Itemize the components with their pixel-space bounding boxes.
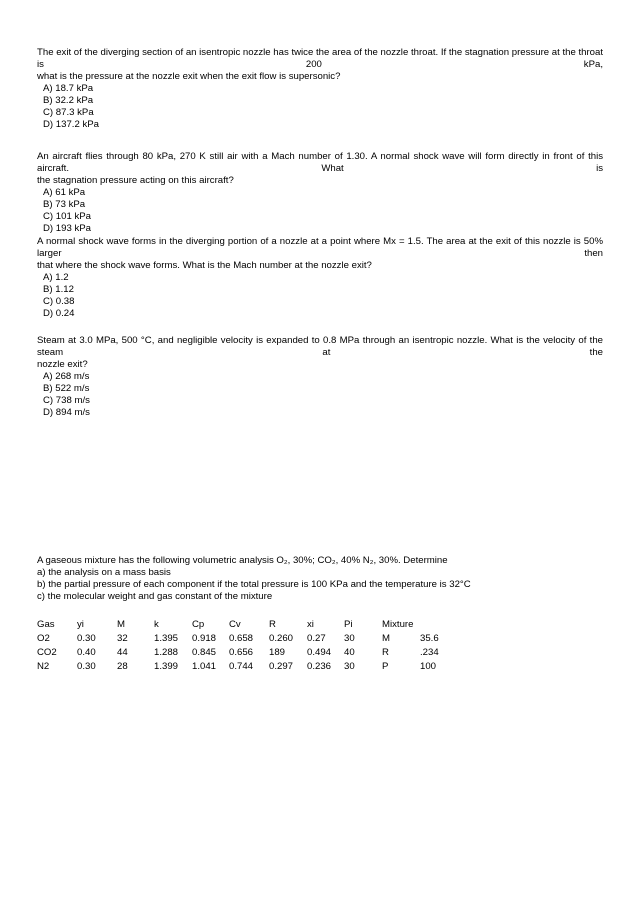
answer-option: D) 894 m/s	[43, 407, 90, 418]
answer-option: C) 87.3 kPa	[43, 107, 94, 118]
problem-statement: A gaseous mixture has the following volumetric analysis O₂, 30%; CO₂, 40% N₂, 30%. Determine	[37, 555, 448, 566]
table-cell: 0.494	[307, 647, 332, 658]
table-header-cell: xi	[307, 619, 314, 630]
table-cell: 30	[344, 633, 355, 644]
table-header-cell: Cp	[192, 619, 205, 630]
table-cell: 35.6	[420, 633, 439, 644]
answer-option: D) 193 kPa	[43, 223, 91, 234]
table-header-cell	[420, 618, 450, 632]
answer-option: D) 137.2 kPa	[43, 119, 99, 130]
table-header-cell: Gas	[37, 619, 55, 630]
table-cell: 1.288	[154, 647, 179, 658]
table-cell: 0.656	[229, 647, 254, 658]
table-cell: M	[382, 633, 390, 644]
table-cell: 0.918	[192, 633, 217, 644]
table-cell: R	[382, 647, 389, 658]
gas-mixture-problem	[37, 555, 603, 603]
question-text-line: nozzle exit?	[37, 359, 88, 370]
question-text-line: An aircraft flies through 80 kPa, 270 K still air with a Mach number of 1.30. A normal shock wave will form directly in front of this aircraft. What is	[37, 151, 603, 174]
table-header-cell: Pi	[344, 619, 353, 630]
question-text-line: that where the shock wave forms. What is the Mach number at the nozzle exit?	[37, 260, 372, 271]
answer-option: C) 738 m/s	[43, 395, 90, 406]
problem-part-a: a) the analysis on a mass basis	[37, 567, 171, 578]
table-cell: 44	[117, 647, 128, 658]
answer-option: C) 101 kPa	[43, 211, 91, 222]
answer-option: A) 61 kPa	[43, 187, 86, 198]
question-text-line: The exit of the diverging section of an isentropic nozzle has twice the area of the nozzle throat. If the stagnation pressure at the throat is 200 kPa,	[37, 47, 603, 70]
table-header-row	[37, 618, 450, 632]
table-cell: O2	[37, 633, 50, 644]
question-3	[37, 236, 603, 320]
table-cell: 40	[344, 647, 355, 658]
table-cell: 1.399	[154, 661, 179, 672]
table-row	[37, 660, 450, 674]
question-text-line: Steam at 3.0 MPa, 500 °C, and negligible velocity is expanded to 0.8 MPa through an isentropic nozzle. What is the velocity of the steam at the	[37, 335, 603, 358]
problem-part-b: b) the partial pressure of each component if the total pressure is 100 KPa and the temperature is 32°C	[37, 579, 471, 590]
table-header-cell: yi	[77, 619, 84, 630]
table-cell: 0.30	[77, 633, 96, 644]
question-text-line: the stagnation pressure acting on this aircraft?	[37, 175, 234, 186]
table-cell: 0.297	[269, 661, 294, 672]
table-cell: 30	[344, 661, 355, 672]
table-header-cell: k	[154, 619, 159, 630]
question-text-line: A normal shock wave forms in the diverging portion of a nozzle at a point where Mx = 1.5. The area at the exit of this nozzle is 50% larger then	[37, 236, 603, 259]
problem-part-c: c) the molecular weight and gas constant of the mixture	[37, 591, 273, 602]
question-2	[37, 151, 603, 235]
table-cell: 1.395	[154, 633, 179, 644]
answer-option: A) 18.7 kPa	[43, 83, 94, 94]
table-cell: 0.845	[192, 647, 217, 658]
table-cell: 32	[117, 633, 128, 644]
table-header-cell: Cv	[229, 619, 241, 630]
answer-option: B) 1.12	[43, 284, 74, 295]
answer-option: A) 1.2	[43, 272, 69, 283]
table-cell: .234	[420, 647, 439, 658]
table-cell: 0.27	[307, 633, 326, 644]
answer-option: A) 268 m/s	[43, 371, 90, 382]
answer-option: B) 32.2 kPa	[43, 95, 94, 106]
table-header-cell: Mixture	[382, 619, 414, 630]
table-row	[37, 646, 450, 660]
answer-option: D) 0.24	[43, 308, 75, 319]
table-row	[37, 632, 450, 646]
table-cell: P	[382, 661, 389, 672]
table-cell: 189	[269, 647, 286, 658]
table-header-cell: R	[269, 619, 276, 630]
table-cell: 0.236	[307, 661, 332, 672]
table-cell: 0.260	[269, 633, 294, 644]
answer-option: B) 522 m/s	[43, 383, 90, 394]
question-4	[37, 335, 603, 419]
table-cell: 0.658	[229, 633, 254, 644]
gas-properties-table	[37, 618, 450, 674]
table-cell: CO2	[37, 647, 57, 658]
answer-option: B) 73 kPa	[43, 199, 86, 210]
table-cell: 0.30	[77, 661, 96, 672]
answer-option: C) 0.38	[43, 296, 75, 307]
table-cell: 1.041	[192, 661, 217, 672]
table-header-cell: M	[117, 619, 125, 630]
table-cell: N2	[37, 661, 50, 672]
table-cell: 28	[117, 661, 128, 672]
question-1	[37, 47, 603, 131]
table-cell: 0.40	[77, 647, 96, 658]
table-cell: 100	[420, 661, 437, 672]
table-cell: 0.744	[229, 661, 254, 672]
question-text-line: what is the pressure at the nozzle exit when the exit flow is supersonic?	[37, 71, 341, 82]
